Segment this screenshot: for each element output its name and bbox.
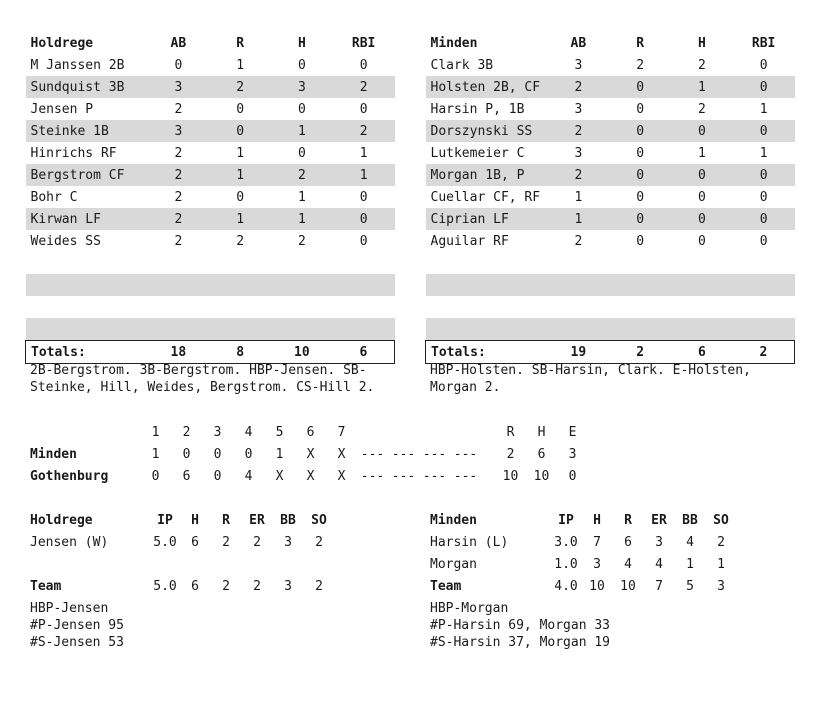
player-ab: 3	[574, 101, 583, 117]
player-r: 1	[236, 145, 245, 161]
player-rbi: 0	[759, 57, 768, 73]
player-rbi: 0	[359, 233, 368, 249]
player-rbi: 0	[359, 57, 368, 73]
player-name: Ciprian LF	[426, 208, 548, 230]
inning-label: 7	[337, 424, 346, 440]
pitching-note: HBP-Jensen	[30, 601, 109, 616]
col-ip: IP	[157, 512, 173, 528]
pitcher-name: Harsin (L)	[430, 534, 509, 550]
player-rbi: 2	[333, 120, 395, 142]
col-r: R	[624, 512, 632, 528]
home-pitching-table	[30, 509, 334, 597]
player-r: 0	[236, 101, 245, 117]
home-batting-notes: 2B-Bergstrom. 3B-Bergstrom. HBP-Jensen. SB-Steinke, Hill, Weides, Bergstrom. CS-Hill 2.	[30, 363, 375, 395]
team-r: 2	[222, 578, 230, 594]
col-h: H	[593, 512, 601, 528]
linescore-team: Gothenburg	[30, 468, 109, 484]
pitcher-ip: 1.0	[554, 556, 578, 572]
pitching-header-row	[430, 509, 736, 531]
player-rbi: 2	[333, 76, 395, 98]
pitcher-so: 2	[315, 534, 323, 550]
player-name: Bohr C	[30, 189, 78, 205]
pitching-note: HBP-Morgan	[430, 601, 509, 616]
col-so: SO	[311, 512, 327, 528]
rhe-label: H	[537, 424, 546, 440]
player-rbi: 0	[759, 233, 768, 249]
inning-score: 0	[213, 468, 222, 484]
player-ab: 2	[148, 208, 210, 230]
col-rbi: RBI	[733, 32, 795, 54]
col-h: H	[191, 512, 199, 528]
rhe-label: E	[568, 424, 577, 440]
player-ab: 2	[174, 189, 183, 205]
player-name: Harsin P, 1B	[430, 101, 525, 117]
team-label: Team	[430, 578, 462, 594]
totals-h: 10	[271, 341, 333, 364]
player-name: Clark 3B	[430, 57, 494, 73]
empty-inning: ---	[453, 446, 478, 462]
pitcher-r: 2	[222, 534, 230, 550]
col-bb: BB	[682, 512, 698, 528]
pitcher-r: 4	[624, 556, 632, 572]
player-h: 2	[697, 101, 706, 117]
totals-row	[426, 341, 795, 364]
player-h: 3	[271, 76, 333, 98]
player-name: Aguilar RF	[430, 233, 509, 249]
team-name: Minden	[426, 32, 548, 54]
player-name: M Janssen 2B	[30, 57, 125, 73]
player-r: 0	[609, 164, 671, 186]
player-name: Cuellar CF, RF	[430, 189, 541, 205]
player-ab: 2	[148, 164, 210, 186]
player-r: 0	[236, 189, 245, 205]
team-h: 10	[589, 578, 605, 594]
pitcher-so: 1	[717, 556, 725, 572]
away-pitching-table	[430, 509, 736, 597]
total-runs: 2	[506, 446, 515, 462]
totals-rbi: 6	[333, 341, 395, 364]
pitcher-er: 2	[253, 534, 261, 550]
totals-r: 8	[209, 341, 271, 364]
player-row	[26, 76, 395, 98]
empty-inning: ---	[391, 446, 416, 462]
away-batting-notes: HBP-Holsten. SB-Harsin, Clark. E-Holsten, Morgan 2.	[430, 363, 751, 395]
linescore-table	[30, 421, 588, 487]
inning-score: X	[337, 468, 346, 484]
player-ab: 0	[174, 57, 183, 73]
rhe-label: R	[506, 424, 515, 440]
inning-score: 6	[182, 468, 191, 484]
team-name: Holdrege	[26, 32, 148, 54]
pitcher-name: Morgan	[430, 556, 477, 572]
inning-label: 4	[244, 424, 253, 440]
player-row	[426, 120, 795, 142]
team-so: 3	[717, 578, 725, 594]
player-ab: 3	[574, 57, 583, 73]
inning-score: X	[337, 446, 346, 462]
spacer-row	[26, 252, 395, 274]
team-er: 7	[655, 578, 663, 594]
linescore-team: Minden	[30, 446, 77, 462]
player-row	[426, 208, 795, 230]
player-r: 1	[209, 164, 271, 186]
totals-r: 2	[609, 341, 671, 364]
linescore-row	[30, 443, 588, 465]
batting-header-row	[426, 32, 795, 54]
col-er: ER	[651, 512, 667, 528]
inning-score: X	[275, 468, 284, 484]
player-row	[26, 54, 395, 76]
team-bb: 3	[284, 578, 292, 594]
inning-label: 6	[306, 424, 315, 440]
total-runs: 10	[502, 468, 519, 484]
blank-row	[426, 318, 795, 341]
player-h: 1	[671, 76, 733, 98]
player-row	[426, 186, 795, 208]
player-rbi: 0	[359, 189, 368, 205]
player-r: 0	[609, 208, 671, 230]
totals-ab: 19	[548, 341, 610, 364]
col-ab: AB	[148, 32, 210, 54]
player-name: Dorszynski SS	[426, 120, 548, 142]
player-row	[26, 208, 395, 230]
inning-label: 1	[151, 424, 160, 440]
player-h: 2	[297, 233, 306, 249]
player-h: 0	[697, 233, 706, 249]
player-rbi: 0	[333, 208, 395, 230]
player-r: 2	[209, 76, 271, 98]
team-so: 2	[315, 578, 323, 594]
col-ip: IP	[558, 512, 574, 528]
player-name: Steinke 1B	[26, 120, 148, 142]
empty-inning: ---	[360, 468, 385, 484]
empty-inning: ---	[360, 446, 385, 462]
player-r: 0	[609, 120, 671, 142]
totals-h: 6	[671, 341, 733, 364]
player-row	[426, 54, 795, 76]
col-h: H	[671, 32, 733, 54]
col-rbi: RBI	[333, 32, 395, 54]
player-h: 2	[697, 57, 706, 73]
player-r: 2	[636, 57, 645, 73]
player-rbi: 0	[733, 76, 795, 98]
player-rbi: 1	[333, 164, 395, 186]
player-h: 0	[671, 208, 733, 230]
spacer-row	[426, 252, 795, 274]
spacer-row	[426, 296, 795, 318]
pitching-team-row	[30, 575, 334, 597]
pitcher-so: 2	[717, 534, 725, 550]
player-name: Lutkemeier C	[430, 145, 525, 161]
player-rbi: 0	[759, 189, 768, 205]
player-row	[426, 230, 795, 252]
player-rbi: 0	[359, 101, 368, 117]
player-h: 1	[297, 189, 306, 205]
team-r: 10	[620, 578, 636, 594]
total-hits: 10	[533, 468, 550, 484]
player-name: Sundquist 3B	[26, 76, 148, 98]
linescore-row	[30, 465, 588, 487]
player-name: Jensen P	[30, 101, 94, 117]
pitching-note: #P-Harsin 69, Morgan 33	[430, 618, 611, 633]
player-r: 1	[209, 208, 271, 230]
player-row	[26, 98, 395, 120]
inning-label: 2	[182, 424, 191, 440]
team-bb: 5	[686, 578, 694, 594]
pitcher-ip: 5.0	[153, 534, 177, 550]
team-name: Minden	[430, 512, 477, 528]
player-h: 2	[271, 164, 333, 186]
player-ab: 1	[574, 189, 583, 205]
player-h: 1	[697, 145, 706, 161]
pitching-note: #P-Jensen 95	[30, 618, 124, 633]
pitcher-bb: 3	[284, 534, 292, 550]
player-row	[26, 164, 395, 186]
player-ab: 1	[548, 208, 610, 230]
player-rbi: 0	[733, 208, 795, 230]
player-ab: 3	[148, 120, 210, 142]
team-label: Team	[30, 578, 62, 594]
pitcher-ip: 3.0	[554, 534, 578, 550]
totals-row	[26, 341, 395, 364]
blank-row	[26, 274, 395, 296]
player-name: Kirwan LF	[26, 208, 148, 230]
pitching-header-row	[30, 509, 334, 531]
player-h: 0	[697, 189, 706, 205]
player-r: 0	[636, 233, 645, 249]
player-row	[426, 98, 795, 120]
col-r: R	[222, 512, 230, 528]
inning-score: 4	[244, 468, 253, 484]
empty-inning: ---	[422, 446, 447, 462]
player-h: 0	[297, 57, 306, 73]
inning-score: 1	[275, 446, 284, 462]
player-rbi: 1	[759, 101, 768, 117]
pitcher-er: 4	[655, 556, 663, 572]
team-name: Holdrege	[30, 512, 93, 528]
totals-ab: 18	[148, 341, 210, 364]
pitcher-row	[430, 553, 736, 575]
player-ab: 2	[174, 101, 183, 117]
home-pitching-notes	[30, 600, 124, 651]
pitcher-bb: 1	[686, 556, 694, 572]
player-row	[426, 142, 795, 164]
pitcher-h: 7	[593, 534, 601, 550]
player-ab: 2	[548, 120, 610, 142]
player-ab: 3	[574, 145, 583, 161]
team-ip: 5.0	[153, 578, 177, 594]
col-r: R	[209, 32, 271, 54]
linescore-header-row	[30, 421, 588, 443]
player-row	[26, 186, 395, 208]
inning-score: X	[306, 446, 315, 462]
pitching-note: #S-Jensen 53	[30, 635, 124, 650]
player-row	[426, 76, 795, 98]
inning-label: 3	[213, 424, 222, 440]
blank-row	[426, 274, 795, 296]
inning-score: 0	[151, 468, 160, 484]
pitching-team-row	[430, 575, 736, 597]
player-h: 0	[297, 101, 306, 117]
inning-score: 0	[182, 446, 191, 462]
col-bb: BB	[280, 512, 296, 528]
home-batting-table	[25, 32, 395, 364]
inning-score: 0	[213, 446, 222, 462]
col-er: ER	[249, 512, 265, 528]
team-ip: 4.0	[554, 578, 578, 594]
player-name: Hinrichs RF	[30, 145, 117, 161]
player-ab: 2	[574, 233, 583, 249]
player-ab: 2	[174, 233, 183, 249]
col-so: SO	[713, 512, 729, 528]
player-ab: 3	[148, 76, 210, 98]
player-row	[26, 120, 395, 142]
total-errors: 0	[568, 468, 577, 484]
player-row	[26, 142, 395, 164]
player-name: Weides SS	[30, 233, 101, 249]
inning-label: 5	[275, 424, 284, 440]
inning-score: 0	[244, 446, 253, 462]
player-r: 0	[609, 76, 671, 98]
inning-score: 1	[151, 446, 160, 462]
away-pitching-notes	[430, 600, 610, 651]
col-h: H	[271, 32, 333, 54]
player-h: 0	[671, 164, 733, 186]
pitching-note: #S-Harsin 37, Morgan 19	[430, 635, 611, 650]
player-ab: 2	[548, 76, 610, 98]
batting-header-row	[26, 32, 395, 54]
player-rbi: 0	[733, 120, 795, 142]
pitcher-row	[430, 531, 736, 553]
away-batting-table	[425, 32, 795, 364]
team-er: 2	[253, 578, 261, 594]
total-errors: 3	[568, 446, 577, 462]
pitcher-h: 6	[191, 534, 199, 550]
inning-score: X	[306, 468, 315, 484]
pitcher-bb: 4	[686, 534, 694, 550]
empty-inning: ---	[422, 468, 447, 484]
player-r: 0	[636, 145, 645, 161]
blank-row	[26, 318, 395, 341]
player-row	[426, 164, 795, 186]
player-name: Morgan 1B, P	[426, 164, 548, 186]
player-ab: 2	[174, 145, 183, 161]
player-h: 0	[671, 120, 733, 142]
pitcher-r: 6	[624, 534, 632, 550]
spacer-row	[26, 296, 395, 318]
player-h: 1	[271, 208, 333, 230]
total-hits: 6	[537, 446, 546, 462]
pitcher-name: Jensen (W)	[30, 534, 109, 550]
empty-inning: ---	[391, 468, 416, 484]
player-row	[26, 230, 395, 252]
player-rbi: 1	[759, 145, 768, 161]
player-name: Holsten 2B, CF	[426, 76, 548, 98]
totals-label: Totals:	[26, 341, 148, 364]
col-ab: AB	[548, 32, 610, 54]
col-r: R	[609, 32, 671, 54]
player-r: 0	[636, 101, 645, 117]
player-rbi: 0	[733, 164, 795, 186]
pitcher-row	[30, 531, 334, 553]
empty-inning: ---	[453, 468, 478, 484]
pitcher-h: 3	[593, 556, 601, 572]
team-h: 6	[191, 578, 199, 594]
pitcher-er: 3	[655, 534, 663, 550]
player-r: 0	[636, 189, 645, 205]
player-ab: 2	[548, 164, 610, 186]
player-h: 0	[297, 145, 306, 161]
totals-label: Totals:	[426, 341, 548, 364]
player-rbi: 1	[359, 145, 368, 161]
player-r: 2	[236, 233, 245, 249]
player-r: 1	[236, 57, 245, 73]
player-name: Bergstrom CF	[26, 164, 148, 186]
player-h: 1	[271, 120, 333, 142]
totals-rbi: 2	[733, 341, 795, 364]
player-r: 0	[209, 120, 271, 142]
spacer-row	[30, 553, 334, 575]
